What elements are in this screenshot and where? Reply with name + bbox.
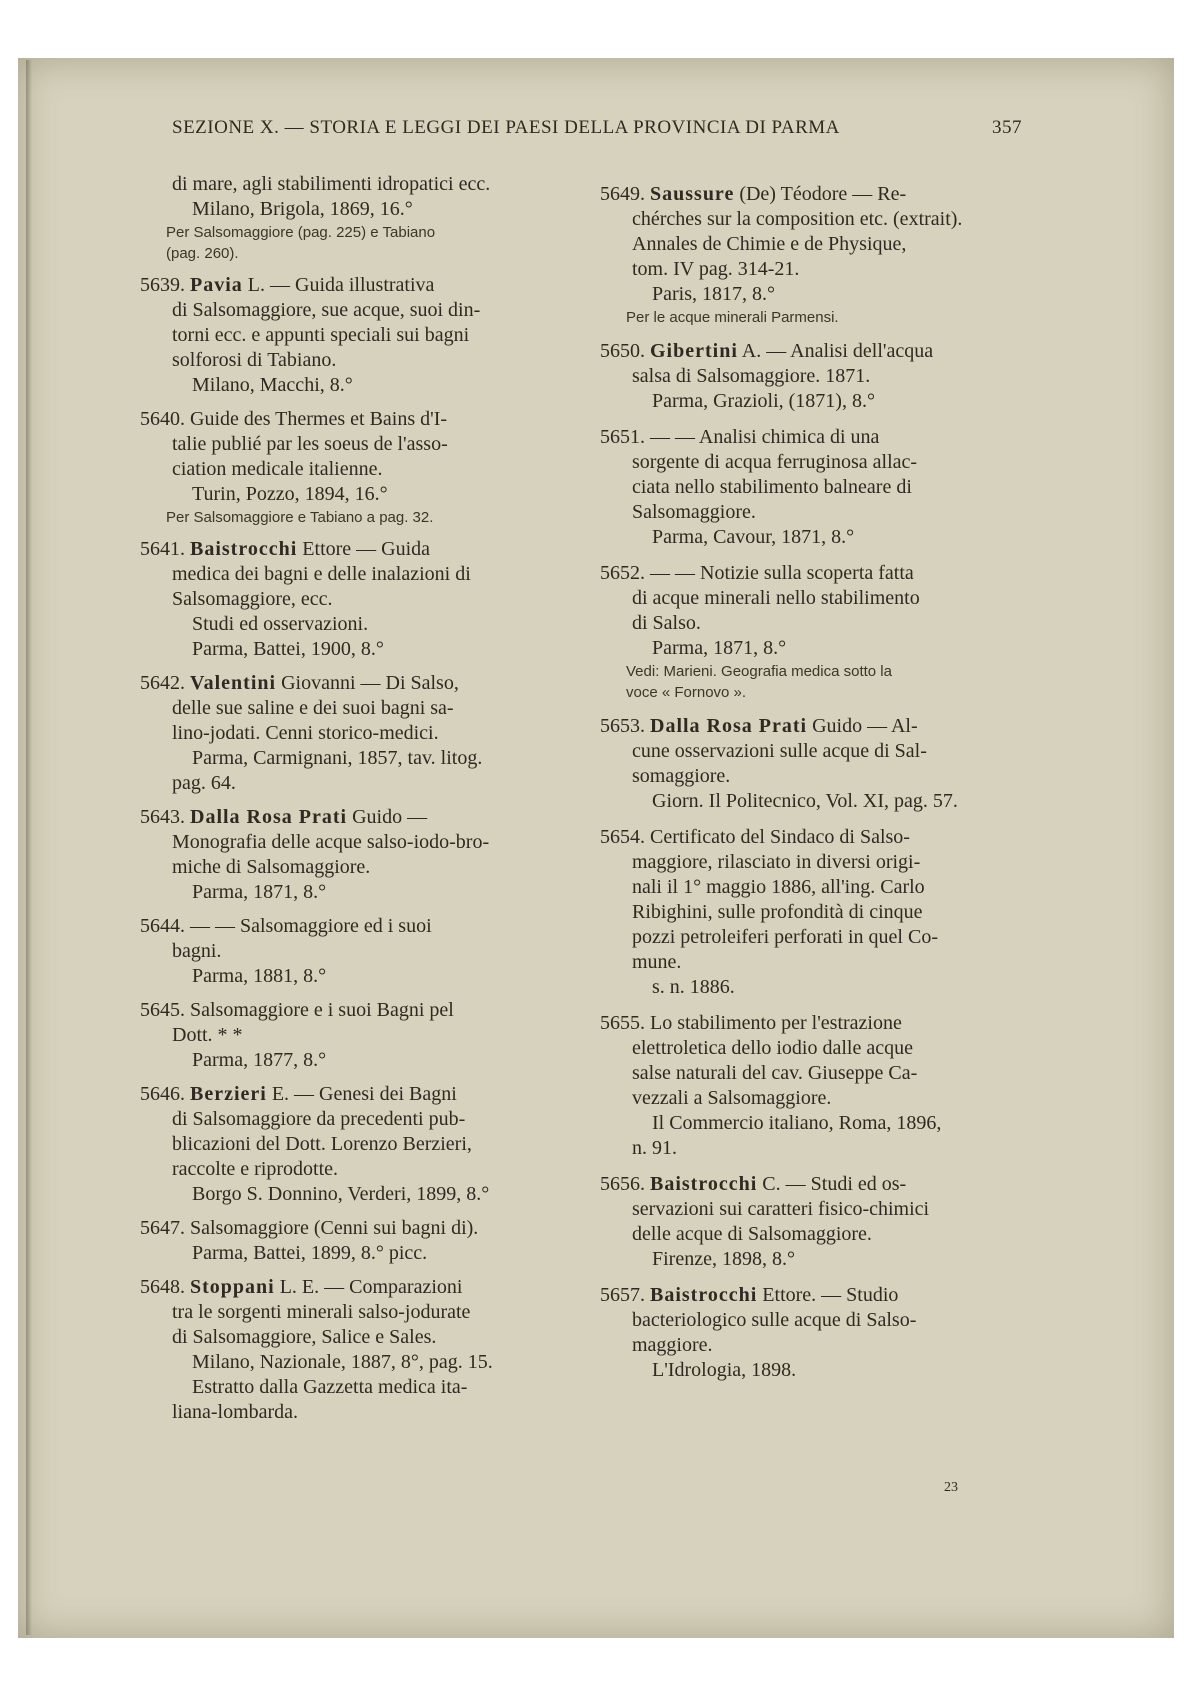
entry-author: Dalla Rosa Prati (650, 715, 808, 737)
bibliography-entry (140, 273, 580, 398)
entry-number: 5651. (600, 426, 645, 448)
entry-author: Baistrocchi (650, 1173, 758, 1195)
entry-number: 5645. (140, 999, 185, 1021)
bibliography-entry (600, 1172, 1040, 1272)
entry-text-line: servazioni sui caratteri fisico-chimici (632, 1198, 930, 1220)
entry-publication: Parma, 1871, 8.° (192, 881, 327, 903)
entry-first-line (600, 339, 1040, 364)
entry-publication: Parma, 1877, 8.° (192, 1049, 327, 1071)
entry-text-line: liana-lombarda. (172, 1401, 299, 1423)
entry-publication: s. n. 1886. (652, 976, 735, 998)
entry-number: 5649. (600, 183, 645, 205)
signature-mark: 23 (944, 1480, 958, 1495)
entry-author: Berzieri (190, 1083, 267, 1105)
entry-title-start: Salsomaggiore e i suoi Bagni pel (185, 999, 454, 1021)
entry-text-line: pag. 64. (172, 772, 236, 794)
entry-number: 5640. (140, 408, 185, 430)
entry-publication: Giorn. Il Politecnico, Vol. XI, pag. 57. (652, 790, 958, 812)
entry-publication: Il Commercio italiano, Roma, 1896, (652, 1112, 942, 1134)
entry-first-line (140, 407, 580, 432)
entry-number: 5643. (140, 806, 185, 828)
entry-first-line (600, 182, 1040, 207)
entry-first-line (600, 825, 1040, 850)
entry-publication: Borgo S. Donnino, Verderi, 1899, 8.° (192, 1183, 490, 1205)
entry-first-line (600, 714, 1040, 739)
entry-note: Per le acque minerali Parmensi. (626, 309, 839, 326)
entry-number: 5654. (600, 826, 645, 848)
entry-publication: L'Idrologia, 1898. (652, 1359, 797, 1381)
entry-text-line: salsa di Salsomaggiore. 1871. (632, 365, 871, 387)
entry-text-line: di Salsomaggiore, sue acque, suoi din- (172, 299, 481, 321)
entry-author: Pavia (190, 274, 243, 296)
entry-author: Saussure (650, 183, 735, 205)
entry-text-line: mune. (632, 951, 682, 973)
entry-text-line: bagni. (172, 940, 222, 962)
page-spine-shadow (26, 60, 32, 1635)
entry-text-line: maggiore, rilasciato in diversi origi- (632, 851, 921, 873)
entry-note: Per Salsomaggiore (pag. 225) e Tabiano (166, 224, 436, 241)
entry-number: 5644. (140, 915, 185, 937)
entry-first-line (140, 914, 580, 939)
bibliography-entry (140, 914, 580, 989)
entry-number: 5639. (140, 274, 185, 296)
entry-text-line: talie publié par les soeus de l'asso- (172, 433, 448, 455)
bibliography-entry (140, 805, 580, 905)
entry-number: 5641. (140, 538, 185, 560)
entry-publication: Milano, Nazionale, 1887, 8°, pag. 15. (192, 1351, 493, 1373)
entry-publication: Parma, Battei, 1900, 8.° (192, 638, 384, 660)
entry-title-start: A. — Analisi dell'acqua (737, 340, 934, 362)
entry-author: Baistrocchi (650, 1284, 758, 1306)
bibliography-entry (600, 825, 1040, 1000)
entry-text-line: Salsomaggiore, ecc. (172, 588, 333, 610)
entry-number: 5646. (140, 1083, 185, 1105)
entry-first-line (140, 998, 580, 1023)
entry-text-line: maggiore. (632, 1334, 713, 1356)
bibliography-entry (140, 1216, 580, 1266)
entry-author: Gibertini (650, 340, 738, 362)
right-column (600, 182, 1040, 1394)
entry-first-line (140, 671, 580, 696)
entry-text-line: torni ecc. e appunti speciali sui bagni (172, 324, 470, 346)
bibliography-entry (600, 1011, 1040, 1161)
entry-title-start: Guido — (347, 806, 428, 828)
entry-text-line: di mare, agli stabilimenti idropatici ecc. (172, 173, 491, 195)
entry-number: 5650. (600, 340, 645, 362)
entry-text-line: vezzali a Salsomaggiore. (632, 1087, 832, 1109)
entry-first-line (600, 425, 1040, 450)
bibliography-entry (140, 1082, 580, 1207)
entry-title-start: Guide des Thermes et Bains d'I- (185, 408, 448, 430)
entry-text-line: di Salsomaggiore da precedenti pub- (172, 1108, 466, 1130)
entry-title-start: — — Notizie sulla scoperta fatta (645, 562, 914, 584)
bibliography-entry (600, 1283, 1040, 1383)
entry-publication: Estratto dalla Gazzetta medica ita- (192, 1376, 468, 1398)
entry-number: 5642. (140, 672, 185, 694)
entry-text-line: delle sue saline e dei suoi bagni sa- (172, 697, 454, 719)
entry-author: Baistrocchi (190, 538, 298, 560)
entry-text-line: medica dei bagni e delle inalazioni di (172, 563, 471, 585)
entry-first-line (600, 561, 1040, 586)
entry-number: 5648. (140, 1276, 185, 1298)
entry-title-start: — — Analisi chimica di una (645, 426, 880, 448)
entry-title-start: Ettore — Guida (297, 538, 431, 560)
bibliography-entry (600, 714, 1040, 814)
entry-number: 5655. (600, 1012, 645, 1034)
entry-title-start: Giovanni — Di Salso, (276, 672, 459, 694)
bibliography-entry (600, 425, 1040, 550)
entry-text-line: tom. IV pag. 314-21. (632, 258, 800, 280)
entry-text-line: chérches sur la composition etc. (extrait). (632, 208, 963, 230)
entry-first-line (140, 1082, 580, 1107)
entry-first-line (140, 273, 580, 298)
entry-publication: Parma, Cavour, 1871, 8.° (652, 526, 855, 548)
entry-author: Valentini (190, 672, 277, 694)
entry-text-line: tra le sorgenti minerali salso-jodurate (172, 1301, 471, 1323)
entry-first-line (140, 805, 580, 830)
entry-title-start: Certificato del Sindaco di Salso- (645, 826, 910, 848)
page-number: 357 (992, 117, 1022, 138)
entry-publication: Turin, Pozzo, 1894, 16.° (192, 483, 388, 505)
entry-number: 5656. (600, 1173, 645, 1195)
entry-publication: Parma, Battei, 1899, 8.° picc. (192, 1242, 428, 1264)
entry-text-line: somaggiore. (632, 765, 731, 787)
entry-first-line (140, 1216, 580, 1241)
entry-first-line (140, 537, 580, 562)
entry-title-start: L. — Guida illustrativa (242, 274, 435, 296)
entry-author: Stoppani (190, 1276, 275, 1298)
entry-title-start: C. — Studi ed os- (757, 1173, 907, 1195)
entry-text-line: cune osservazioni sulle acque di Sal- (632, 740, 927, 762)
entry-text-line: ciata nello stabilimento balneare di (632, 476, 912, 498)
entry-text-line: solforosi di Tabiano. (172, 349, 337, 371)
bibliography-entry (140, 671, 580, 796)
left-column (140, 172, 580, 1434)
entry-publication: Parma, 1881, 8.° (192, 965, 327, 987)
entry-title-start: — — Salsomaggiore ed i suoi (185, 915, 432, 937)
entry-number: 5653. (600, 715, 645, 737)
bibliography-entry (600, 561, 1040, 703)
entry-text-line: nali il 1° maggio 1886, all'ing. Carlo (632, 876, 925, 898)
bibliography-entry (140, 537, 580, 662)
entry-title-start: (De) Téodore — Re- (734, 183, 907, 205)
entry-note: (pag. 260). (166, 245, 239, 262)
entry-title-start: Salsomaggiore (Cenni sui bagni di). (185, 1217, 479, 1239)
entry-first-line (600, 1011, 1040, 1036)
entry-number: 5652. (600, 562, 645, 584)
entry-publication: Parma, Grazioli, (1871), 8.° (652, 390, 875, 412)
bibliography-entry (140, 998, 580, 1073)
entry-first-line (600, 1172, 1040, 1197)
bibliography-entry (140, 1275, 580, 1425)
entry-number: 5647. (140, 1217, 185, 1239)
entry-text-line: n. 91. (632, 1137, 677, 1159)
entry-publication: Studi ed osservazioni. (192, 613, 369, 635)
entry-text-line: raccolte e riprodotte. (172, 1158, 339, 1180)
entry-text-line: Annales de Chimie e de Physique, (632, 233, 907, 255)
entry-title-start: E. — Genesi dei Bagni (266, 1083, 457, 1105)
bibliography-entry (140, 407, 580, 528)
entry-publication: Parma, Carmignani, 1857, tav. litog. (192, 747, 483, 769)
entry-publication: Parma, 1871, 8.° (652, 637, 787, 659)
entry-text-line: di acque minerali nello stabilimento (632, 587, 920, 609)
entry-text-line: elettroletica dello iodio dalle acque (632, 1037, 913, 1059)
entry-author: Dalla Rosa Prati (190, 806, 348, 828)
entry-text-line: pozzi petroleiferi perforati in quel Co- (632, 926, 938, 948)
entry-note: Per Salsomaggiore e Tabiano a pag. 32. (166, 509, 434, 526)
entry-title-start: Lo stabilimento per l'estrazione (645, 1012, 902, 1034)
entry-publication: Milano, Brigola, 1869, 16.° (192, 198, 413, 220)
entry-title-start: L. E. — Comparazioni (274, 1276, 463, 1298)
entry-first-line (600, 1283, 1040, 1308)
entry-publication: Firenze, 1898, 8.° (652, 1248, 795, 1270)
entry-text-line: ciation medicale italienne. (172, 458, 383, 480)
entry-publication: Milano, Macchi, 8.° (192, 374, 353, 396)
entry-number: 5657. (600, 1284, 645, 1306)
entry-text-line: lino-jodati. Cenni storico-medici. (172, 722, 439, 744)
entry-note: Vedi: Marieni. Geografia medica sotto la (626, 663, 892, 680)
entry-text-line: miche di Salsomaggiore. (172, 856, 371, 878)
entry-text-line: di Salso. (632, 612, 701, 634)
entry-text-line: bacteriologico sulle acque di Salso- (632, 1309, 917, 1331)
entry-text-line: Salsomaggiore. (632, 501, 756, 523)
entry-note: voce « Fornovo ». (626, 684, 747, 701)
section-title: SEZIONE X. — STORIA E LEGGI DEI PAESI DELLA PROVINCIA DI PARMA (172, 117, 840, 138)
entry-text-line: di Salsomaggiore, Salice e Sales. (172, 1326, 437, 1348)
entry-title-start: Ettore. — Studio (757, 1284, 899, 1306)
bibliography-entry (600, 182, 1040, 328)
entry-text-line: sorgente di acqua ferruginosa allac- (632, 451, 918, 473)
entry-text-line: salse naturali del cav. Giuseppe Ca- (632, 1062, 918, 1084)
entry-text-line: Ribighini, sulle profondità di cinque (632, 901, 923, 923)
bibliography-entry (600, 339, 1040, 414)
entry-text-line: Monografia delle acque salso-iodo-bro- (172, 831, 490, 853)
bibliography-entry (140, 172, 580, 264)
entry-publication: Paris, 1817, 8.° (652, 283, 775, 305)
entry-title-start: Guido — Al- (807, 715, 918, 737)
entry-text-line: Dott. * * (172, 1024, 243, 1046)
entry-text-line: delle acque di Salsomaggiore. (632, 1223, 872, 1245)
entry-text-line: blicazioni del Dott. Lorenzo Berzieri, (172, 1133, 472, 1155)
entry-first-line (140, 1275, 580, 1300)
